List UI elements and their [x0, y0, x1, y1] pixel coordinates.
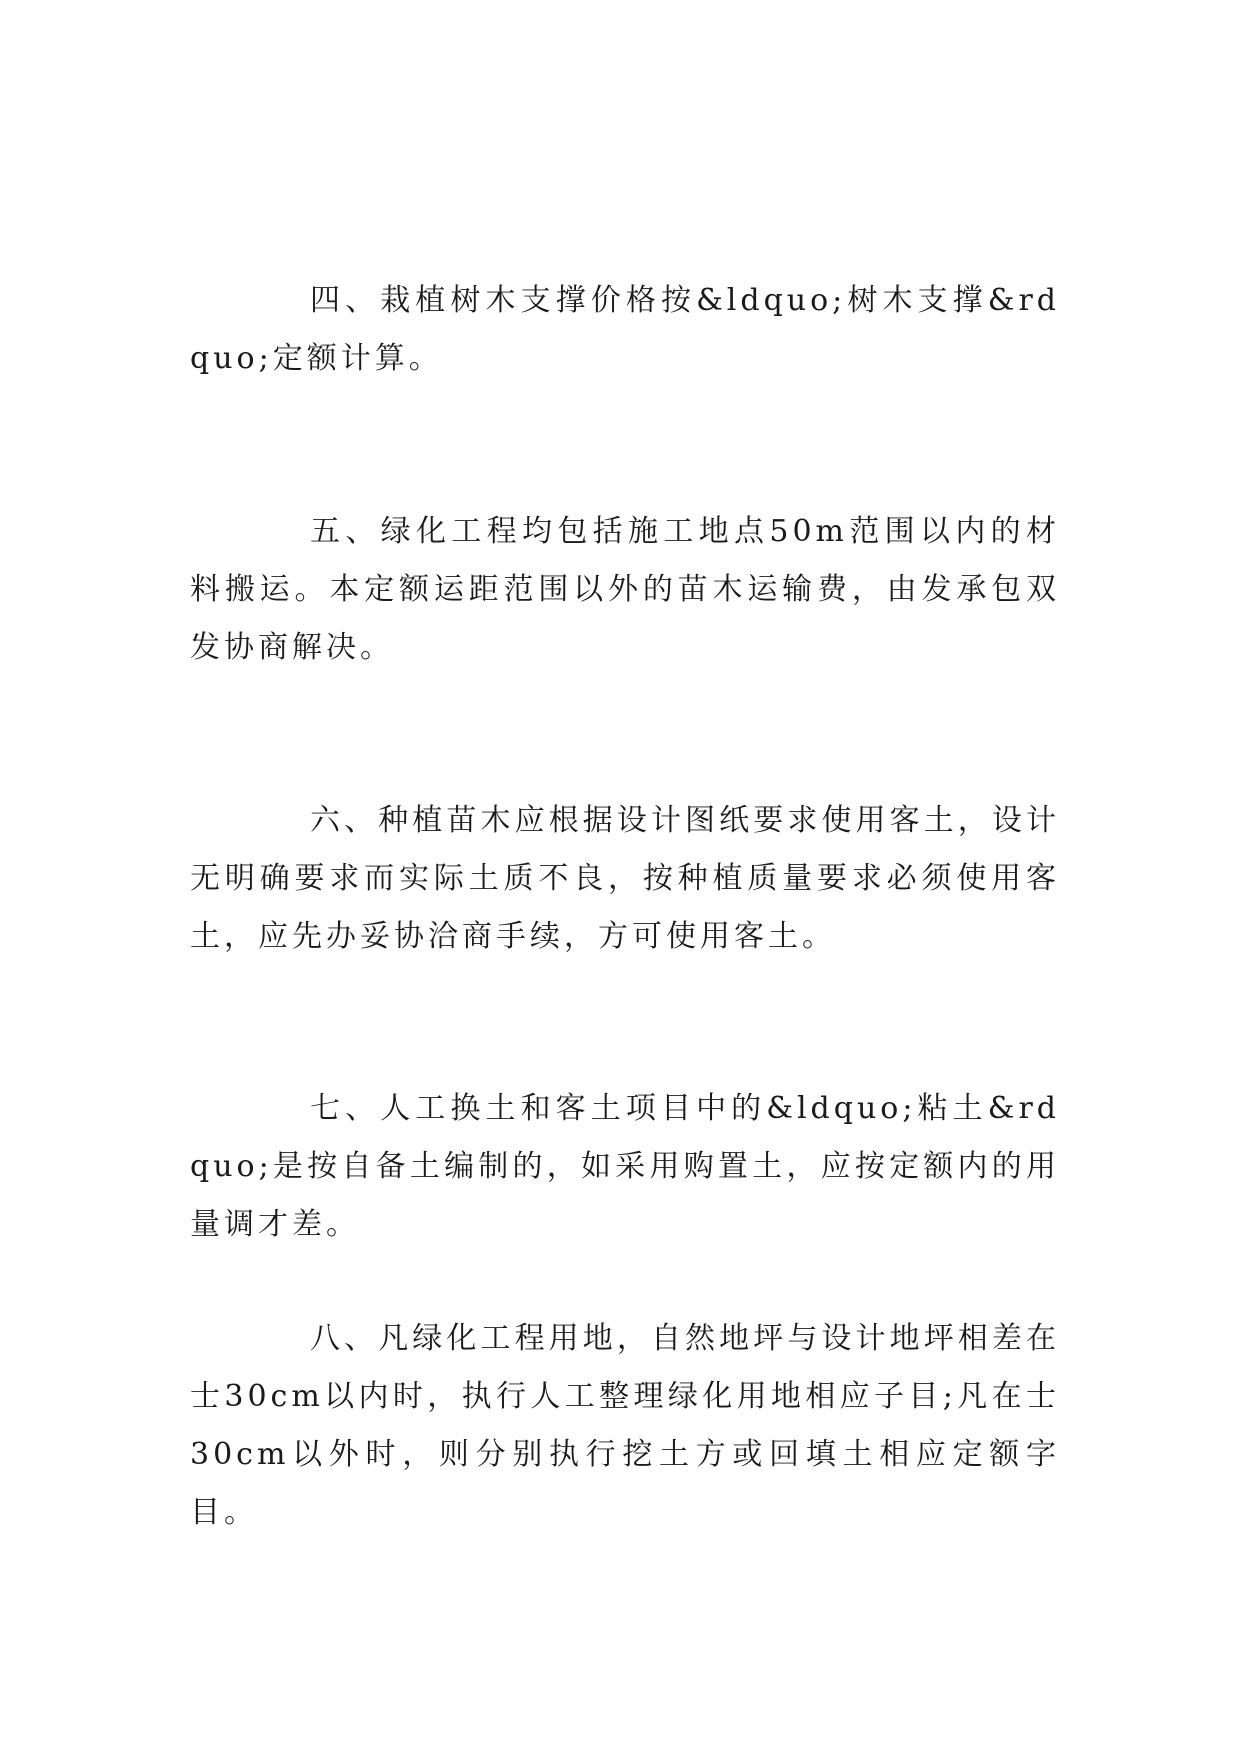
paragraph-six: 六、种植苗木应根据设计图纸要求使用客土，设计无明确要求而实际土质不良，按种植质量要求必须使用客土，应先办妥协洽商手续，方可使用客土。 [190, 803, 1060, 954]
paragraph-eight: 八、凡绿化工程用地，自然地坪与设计地坪相差在士30cm以内时，执行人工整理绿化用地相应子目;凡在士30cm以外时，则分别执行挖土方或回填土相应定额字目。 [190, 1321, 1060, 1530]
paragraph-seven: 七、人工换土和客土项目中的&ldquo;粘土&rdquo;是按自备土编制的，如采用购置土，应按定额内的用量调才差。 [190, 1091, 1060, 1242]
paragraph-five: 五、绿化工程均包括施工地点50m范围以内的材料搬运。本定额运距范围以外的苗木运输费，由发承包双发协商解决。 [190, 514, 1060, 665]
paragraph-four: 四、栽植树木支撑价格按&ldquo;树木支撑&rdquo;定额计算。 [190, 283, 1060, 376]
